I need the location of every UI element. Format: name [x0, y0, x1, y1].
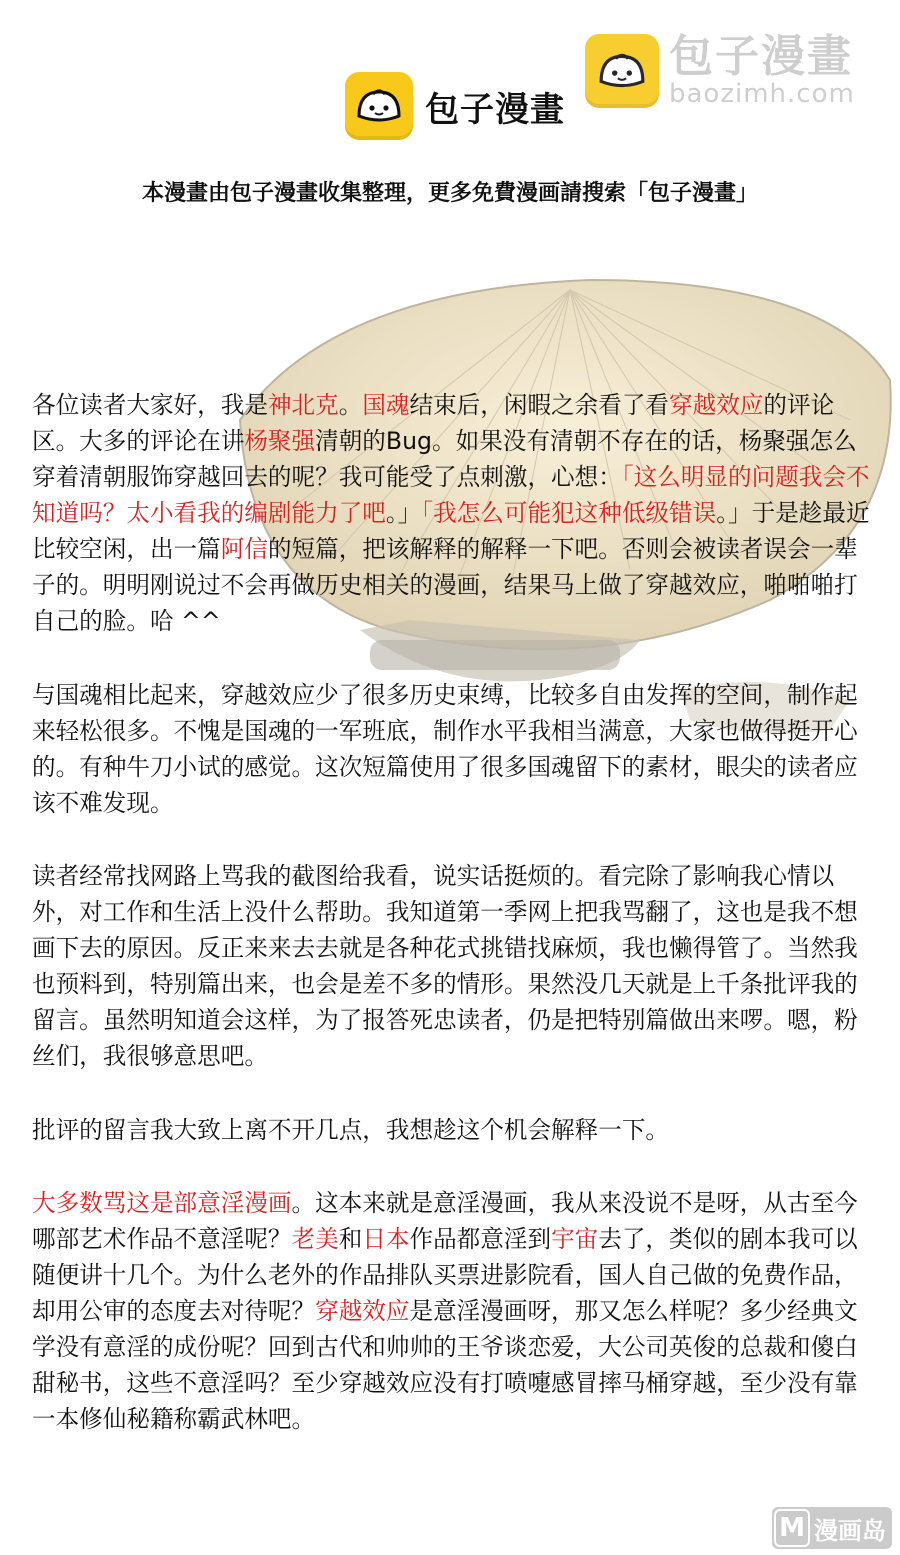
paragraph-explain: 批评的留言我大致上离不开几点，我想趁这个机会解释一下。	[32, 1116, 670, 1144]
site-notice: 本漫畫由包子漫畫收集整理，更多免費漫画請搜索「包子漫畫」	[141, 181, 758, 206]
bun-logo-icon	[345, 72, 413, 140]
highlight-character: 杨聚强	[244, 427, 316, 455]
highlight-guohun: 国魂	[362, 391, 410, 419]
watermark-text: 漫画岛	[814, 1516, 886, 1545]
paragraph-fantasy: 大多数骂这是部意淫漫画。这本来就是意淫漫画，我从来没说不是呀，从古至今哪部艺术作品不意淫呢？老美和日本作品都意淫到宇宙去了，类似的剧本我可以随便讲十几个。为什么老外的作品排队买票进影院看，国人自己做的免费作品，却用公审的态度去对待呢？穿越效应是意淫漫画呀，那又怎么样呢？多少经典文学没有意淫的成份呢？回到古代和帅帅的王爷谈恋爱，大公司英俊的总裁和傻白甜秘书，这些不意淫吗？至少穿越效应没有打喷嚏感冒摔马桶穿越，至少没有靠一本修仙秘籍称霸武林吧。	[32, 1189, 858, 1433]
highlight-title: 穿越效应	[669, 391, 764, 419]
m-logo-icon: M	[774, 1509, 810, 1547]
author-name: 神北克	[267, 391, 339, 419]
highlight-usa: 老美	[291, 1225, 339, 1253]
highlight-quote-1: 「这么明显的问题我会不知道吗？太小看我的编剧能力了吧	[32, 463, 870, 527]
corner-logo	[585, 31, 855, 109]
paragraph-criticism: 读者经常找网路上骂我的截图给我看，说实话挺烦的。看完除了影响我心情以外，对工作和生活上没什么帮助。我知道第一季网上把我骂翻了，这也是我不想画下去的原因。反正来来去去就是各种花式挑错找麻烦，我也懒得管了。当然我也预料到，特别篇出来，也会是差不多的情形。果然没几天就是上千条批评我的留言。虽然明知道会这样，为了报答死忠读者，仍是把特别篇做出来啰。嗯，粉丝们，我很够意思吧。	[32, 862, 858, 1070]
logo-text: 包子漫畫	[425, 89, 565, 130]
corner-logo-url: baozimh.com	[669, 79, 855, 109]
paragraph-production: 与国魂相比起来，穿越效应少了很多历史束缚，比较多自由发挥的空间，制作起来轻松很多。不愧是国魂的一军班底，制作水平我相当满意，大家也做得挺开心的。有种牛刀小试的感觉。这次短篇使用了很多国魂留下的素材，眼尖的读者应该不难发现。	[32, 681, 858, 817]
highlight-heading: 大多数骂这是部意淫漫画	[32, 1189, 292, 1217]
highlight-universe: 宇宙	[551, 1225, 599, 1253]
manhuadao-watermark	[772, 1507, 892, 1549]
highlight-axin: 阿信	[220, 535, 268, 563]
paragraph-intro: 各位读者大家好，我是神北克。国魂结束后，闲暇之余看了看穿越效应的评论区。大多的评论在讲杨聚强清朝的Bug。如果没有清朝不存在的话，杨聚强怎么穿着清朝服饰穿越回去的呢？我可能受了点刺激，心想：「这么明显的问题我会不知道吗？太小看我的编剧能力了吧。」「我怎么可能犯这种低级错误。」于是趁最近比较空闲，出一篇阿信的短篇，把该解释的解释一下吧。否则会被读者误会一辈子的。明明刚说过不会再做历史相关的漫画，结果马上做了穿越效应，啪啪啪打自己的脸。哈 ^^	[32, 391, 870, 635]
bun-logo-icon	[585, 34, 659, 108]
highlight-title-2: 穿越效应	[315, 1297, 410, 1325]
corner-logo-text: 包子漫畫	[669, 31, 853, 82]
highlight-quote-2: 「我怎么可能犯这种低级错误	[421, 499, 717, 527]
highlight-japan: 日本	[362, 1225, 410, 1253]
site-logo[interactable]	[345, 72, 565, 140]
